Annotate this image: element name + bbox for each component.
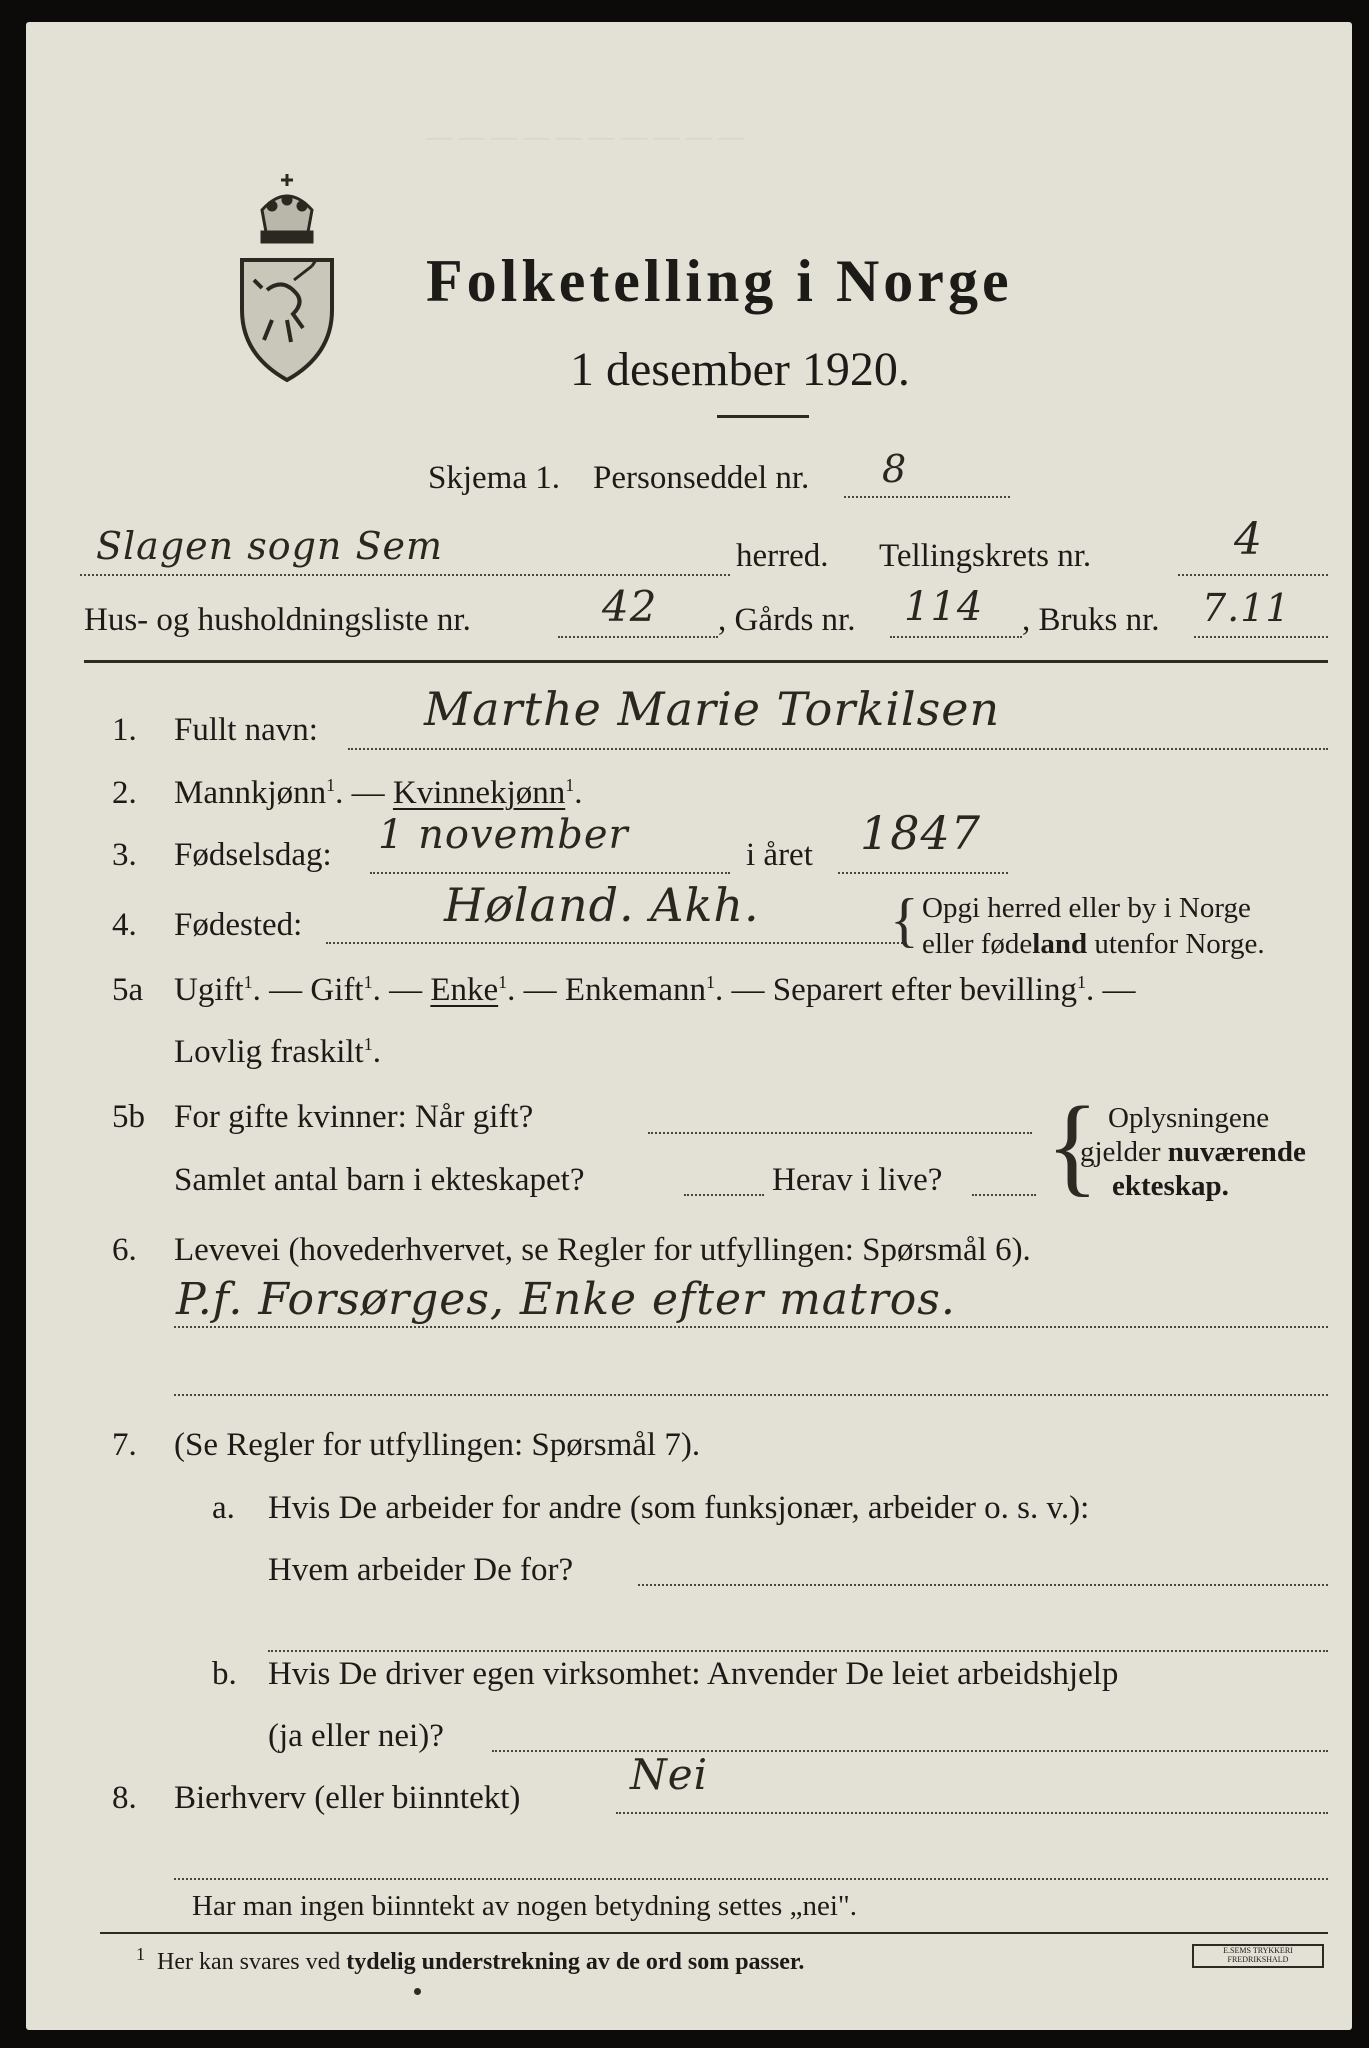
q3-label: Fødselsdag: (174, 837, 332, 873)
coat-of-arms-icon (232, 170, 342, 390)
q7-label: (Se Regler for utfyllingen: Spørsmål 7). (174, 1427, 701, 1463)
enke-option-selected: Enke (430, 972, 499, 1008)
q5b-line3 (972, 1194, 1036, 1196)
q7a-question: Hvem arbeider De for? (268, 1552, 574, 1588)
q7-number: 7. (112, 1427, 137, 1463)
q5a-options: Ugift$^1$. — Gift$^1$. — Enke$^1$. — Enkemann$^1$. — Separert efter bevilling$^1$. — (174, 972, 1136, 1008)
q7a-line1 (638, 1584, 1328, 1586)
q1-label: Fullt navn: (174, 712, 318, 748)
printer-stamp: E.SEMS TRYKKERI FREDRIKSHALD (1192, 1944, 1324, 1968)
census-date: 1 desember 1920. (570, 343, 910, 396)
q8-line2 (174, 1878, 1328, 1880)
title-divider (717, 415, 809, 418)
q4-note-line1: Opgi herred eller by i Norge (922, 892, 1251, 924)
q7b-letter: b. (212, 1656, 237, 1692)
q3-birth-year: 1847 (860, 806, 982, 860)
bruks-value: 7.11 (1202, 586, 1291, 630)
q5b-brace: { (1046, 1084, 1099, 1206)
hus-label: Hus- og husholdningsliste nr. (84, 602, 471, 638)
gards-line (890, 636, 1022, 638)
form-title: Folketelling i Norge (426, 248, 1013, 314)
hus-line (558, 636, 718, 638)
tellingskrets-label: Tellingskrets nr. (879, 538, 1092, 574)
q5b-label2: Samlet antal barn i ekteskapet? (174, 1162, 585, 1198)
q2-text: Mannkjønn$^1$. — Kvinnekjønn$^1$. (174, 775, 583, 811)
q1-line (348, 748, 1328, 750)
q6-line2 (174, 1394, 1328, 1396)
header-separator (84, 660, 1328, 663)
q4-brace: { (890, 887, 919, 953)
bruks-line (1194, 636, 1328, 638)
hus-value: 42 (602, 582, 658, 631)
q5a-number: 5a (112, 972, 144, 1008)
gards-value: 114 (904, 584, 984, 630)
q7b-line (492, 1750, 1328, 1752)
q5b-label1: For gifte kvinner: Når gift? (174, 1099, 534, 1135)
personseddel-label: Personseddel nr. (593, 460, 810, 496)
q8-value: Nei (630, 1750, 709, 1799)
q6-line1 (174, 1326, 1328, 1328)
q8-number: 8. (112, 1780, 137, 1816)
footnote: $^1$ Her kan svares ved tydelig understrekning av de ord som passer. (136, 1944, 805, 1975)
q3-date-line (370, 872, 730, 874)
q5b-line2 (684, 1194, 764, 1196)
kvinnekjonn-option-selected: Kvinnekjønn (392, 775, 566, 811)
q7a-letter: a. (212, 1490, 235, 1526)
q3-year-line (838, 872, 1008, 874)
q5b-note1: Oplysningene (1108, 1102, 1270, 1134)
q7b-text: Hvis De driver egen virksomhet: Anvender De leiet arbeidshjelp (268, 1656, 1119, 1692)
q8-line1 (616, 1812, 1328, 1814)
herred-value: Slagen sogn Sem (96, 524, 444, 568)
bruks-label: , Bruks nr. (1022, 602, 1160, 638)
q3-year-label: i året (746, 837, 813, 873)
q5b-line1 (648, 1132, 1032, 1134)
ink-dot (414, 1988, 421, 1995)
ugift-option: Ugift (174, 972, 244, 1008)
q4-number: 4. (112, 907, 137, 943)
q5b-note3: ekteskap. (1112, 1170, 1229, 1202)
q8-label: Bierhverv (eller biinntekt) (174, 1780, 521, 1816)
q6-number: 6. (112, 1232, 137, 1268)
q3-number: 3. (112, 837, 137, 873)
q2-number: 2. (112, 775, 137, 811)
gift-option: Gift (310, 972, 364, 1008)
q3-birth-date: 1 november (378, 812, 629, 858)
tellingskrets-line (1178, 574, 1328, 576)
footnote-separator (100, 1932, 1328, 1934)
q4-line (326, 942, 906, 944)
q7b-question: (ja eller nei)? (268, 1718, 444, 1754)
q1-value: Marthe Marie Torkilsen (424, 682, 1001, 736)
herred-line (80, 574, 730, 576)
q6-label: Levevei (hovederhvervet, se Regler for utfyllingen: Spørsmål 6). (174, 1232, 1031, 1268)
bleed-through-text: — — — — — — — — — — (426, 122, 745, 151)
biinntekt-note: Har man ingen biinntekt av nogen betydning settes „nei". (192, 1890, 857, 1922)
enkemann-option: Enkemann (564, 972, 707, 1008)
schema-label: Skjema 1. (428, 460, 560, 496)
q5b-note2: gjelder nuværende (1080, 1136, 1306, 1168)
personseddel-value: 8 (882, 447, 908, 491)
q7a-line2 (268, 1650, 1328, 1652)
q6-occupation: P.f. Forsørges, Enke efter matros. (176, 1274, 956, 1325)
q4-note-line2: eller fødeland utenfor Norge. (922, 928, 1265, 960)
q1-number: 1. (112, 712, 137, 748)
herred-label: herred. (736, 538, 829, 574)
q5b-label3: Herav i live? (772, 1162, 943, 1198)
gards-label: , Gårds nr. (718, 602, 856, 638)
census-form-page (26, 22, 1352, 2030)
personseddel-line (844, 496, 1010, 498)
q4-birthplace: Høland. Akh. (444, 878, 760, 932)
mannkjonn-option: Mannkjønn (174, 775, 327, 811)
fraskilt-option: Lovlig fraskilt (174, 1034, 364, 1070)
q4-label: Fødested: (174, 907, 303, 943)
fraskilt-option-row: Lovlig fraskilt$^1$. (174, 1034, 381, 1070)
q7a-text: Hvis De arbeider for andre (som funksjonær, arbeider o. s. v.): (268, 1490, 1090, 1526)
tellingskrets-value: 4 (1234, 514, 1263, 565)
q5b-number: 5b (112, 1099, 145, 1135)
separert-option: Separert efter bevilling (772, 972, 1077, 1008)
